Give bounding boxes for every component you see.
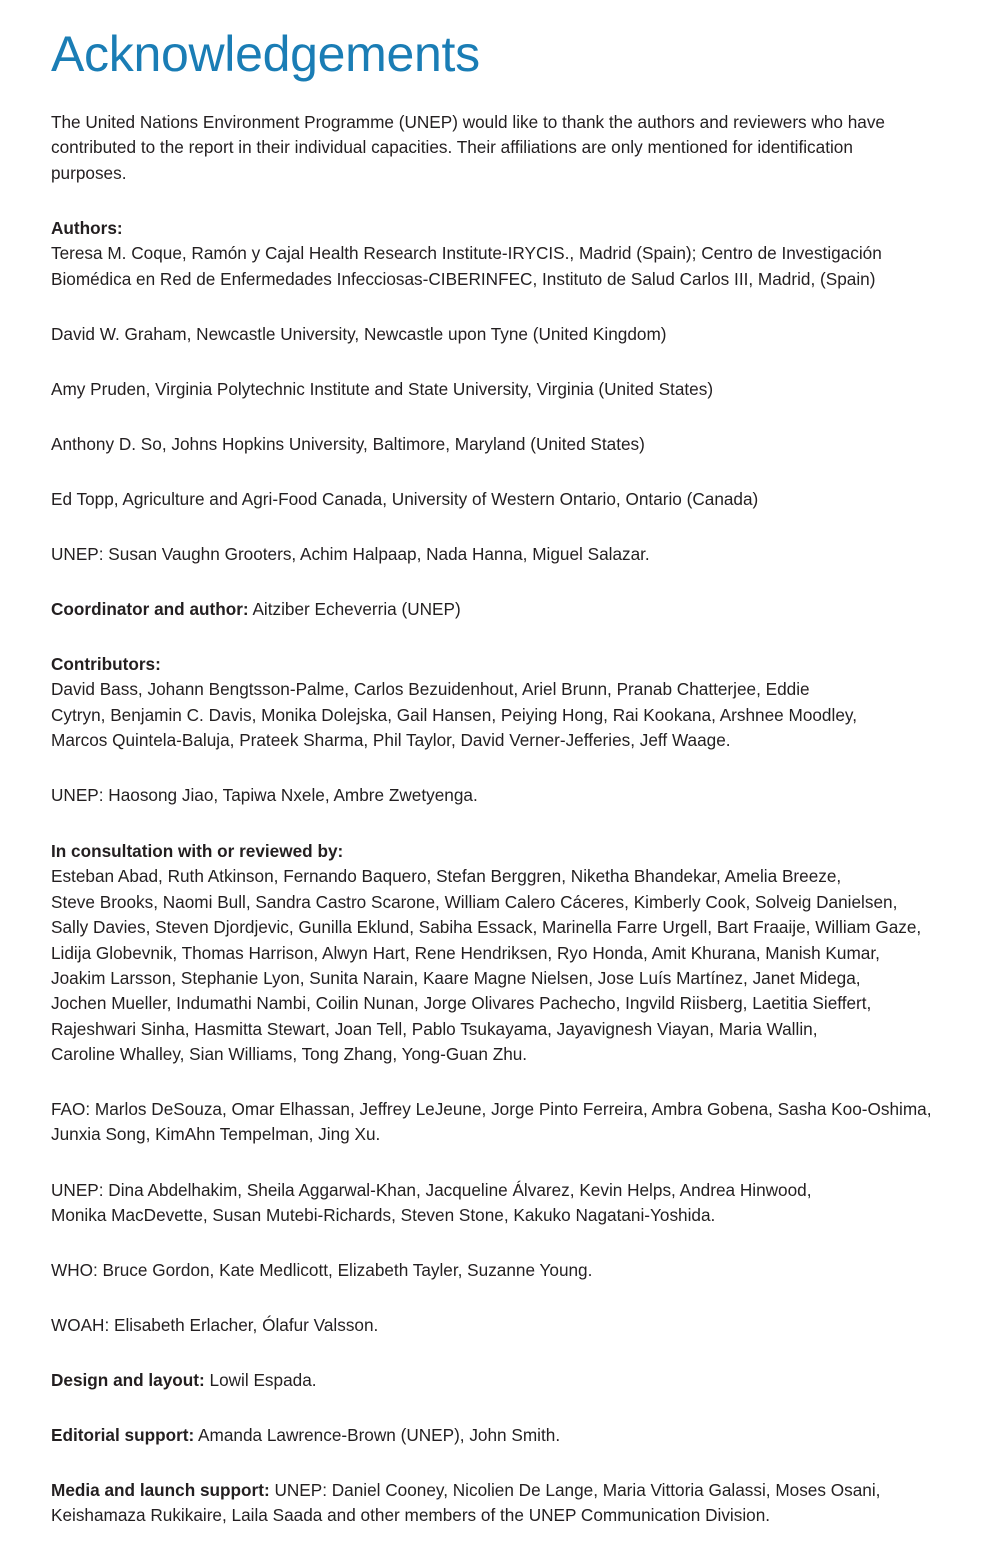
fao-line: Junxia Song, KimAhn Tempelman, Jing Xu. [51,1124,381,1145]
reviewers-line: Sally Davies, Steven Djordjevic, Gunilla Eklund, Sabiha Essack, Marinella Farre Urgell, Bart Fraaije, William Gaze, [51,917,922,938]
contributors-line: David Bass, Johann Bengtsson-Palme, Carlos Bezuidenhout, Ariel Brunn, Pranab Chatterjee, Eddie [51,679,810,700]
author-entry: Teresa M. Coque, Ramón y Cajal Health Research Institute-IRYCIS., Madrid (Spain); Centro de Investigación [51,243,882,264]
reviewers-line: Esteban Abad, Ruth Atkinson, Fernando Baquero, Stefan Berggren, Niketha Bhandekar, Amelia Breeze, [51,866,842,887]
reviewers-line: Steve Brooks, Naomi Bull, Sandra Castro Scarone, William Calero Cáceres, Kimberly Cook, Solveig Danielsen, [51,891,898,912]
coordinator-label: Coordinator and author: [51,599,249,619]
design-line [51,1368,992,1393]
fao-reviewers [51,1097,992,1148]
media-names: UNEP: Daniel Cooney, Nicolien De Lange, Maria Vittoria Galassi, Moses Osani, [269,1480,881,1500]
editorial-line [51,1423,992,1448]
who-text: WHO: Bruce Gordon, Kate Medlicott, Elizabeth Tayler, Suzanne Young. [51,1260,593,1280]
contributors-section [51,652,992,754]
unep-line: Monika MacDevette, Susan Mutebi-Richards, Steven Stone, Kakuko Nagatani-Yoshida. [51,1205,716,1226]
authors-heading: Authors: [51,218,123,238]
intro-line: contributed to the report in their individual capacities. Their affiliations are only mentioned for identification [51,137,853,158]
authors-section [51,216,992,292]
design-name: Lowil Espada. [204,1370,317,1390]
intro-line: purposes. [51,162,127,183]
page-title: Acknowledgements [51,26,480,82]
woah-reviewers [51,1313,992,1338]
fao-line: FAO: Marlos DeSouza, Omar Elhassan, Jeffrey LeJeune, Jorge Pinto Ferreira, Ambra Gobena, Sasha Koo-Oshima, [51,1099,932,1119]
contributors-heading: Contributors: [51,654,161,674]
reviewers-line: Rajeshwari Sinha, Hasmitta Stewart, Joan Tell, Pablo Tsukayama, Jayavignesh Viayan, Maria Wallin, [51,1018,818,1039]
who-reviewers [51,1258,992,1283]
coordinator-line [51,597,992,622]
author-entry [51,542,992,567]
reviewers-line: Lidija Globevnik, Thomas Harrison, Alwyn Hart, Rene Hendriksen, Ryo Honda, Amit Khurana, Manish Kumar, [51,942,880,963]
editorial-label: Editorial support: [51,1425,195,1445]
author-entry-text: UNEP: Susan Vaughn Grooters, Achim Halpaap, Nada Hanna, Miguel Salazar. [51,544,650,564]
woah-text: WOAH: Elisabeth Erlacher, Ólafur Valsson. [51,1315,379,1335]
unep-line: UNEP: Dina Abdelhakim, Sheila Aggarwal-Khan, Jacqueline Álvarez, Kevin Helps, Andrea Hinwood, [51,1180,812,1200]
contributors-line: Cytryn, Benjamin C. Davis, Monika Dolejska, Gail Hansen, Peiying Hong, Rai Kookana, Arshnee Moodley, [51,704,857,725]
media-line-2: Keishamaza Rukikaire, Laila Saada and other members of the UNEP Communication Division. [51,1505,771,1526]
reviewers-heading: In consultation with or reviewed by: [51,841,344,861]
author-entry [51,377,992,402]
author-entry [51,487,992,512]
intro-line: The United Nations Environment Programme (UNEP) would like to thank the authors and reviewers who have [51,112,885,132]
editorial-names: Amanda Lawrence-Brown (UNEP), John Smith. [194,1425,561,1445]
reviewers-section [51,839,992,1068]
unep-reviewers [51,1178,992,1229]
author-entry [51,432,992,457]
reviewers-line: Jochen Mueller, Indumathi Nambi, Coilin Nunan, Jorge Olivares Pachecho, Ingvild Riisberg, Laetitia Sieffert, [51,993,872,1014]
media-line [51,1478,992,1529]
contributors-unep [51,783,992,808]
reviewers-line: Caroline Whalley, Sian Williams, Tong Zhang, Yong-Guan Zhu. [51,1044,528,1065]
author-entry: Biomédica en Red de Enfermedades Infecciosas-CIBERINFEC, Instituto de Salud Carlos III, Madrid, (Spain) [51,268,876,289]
author-entry-text: Ed Topp, Agriculture and Agri-Food Canada, University of Western Ontario, Ontario (Canada) [51,489,759,509]
reviewers-line: Joakim Larsson, Stephanie Lyon, Sunita Narain, Kaare Magne Nielsen, Jose Luís Martínez, Janet Midega, [51,968,861,989]
author-entry [51,322,992,347]
author-entry-text: Anthony D. So, Johns Hopkins University, Baltimore, Maryland (United States) [51,434,645,454]
contributors-unep-text: UNEP: Haosong Jiao, Tapiwa Nxele, Ambre Zwetyenga. [51,785,478,805]
coordinator-name: Aitziber Echeverria (UNEP) [248,599,461,619]
contributors-line: Marcos Quintela-Baluja, Prateek Sharma, Phil Taylor, David Verner-Jefferies, Jeff Waage. [51,730,731,751]
author-entry-text: Amy Pruden, Virginia Polytechnic Institute and State University, Virginia (United States) [51,379,714,399]
author-entry-text: David W. Graham, Newcastle University, Newcastle upon Tyne (United Kingdom) [51,324,667,344]
design-label: Design and layout: [51,1370,205,1390]
media-label: Media and launch support: [51,1480,270,1500]
intro-paragraph [51,110,992,186]
